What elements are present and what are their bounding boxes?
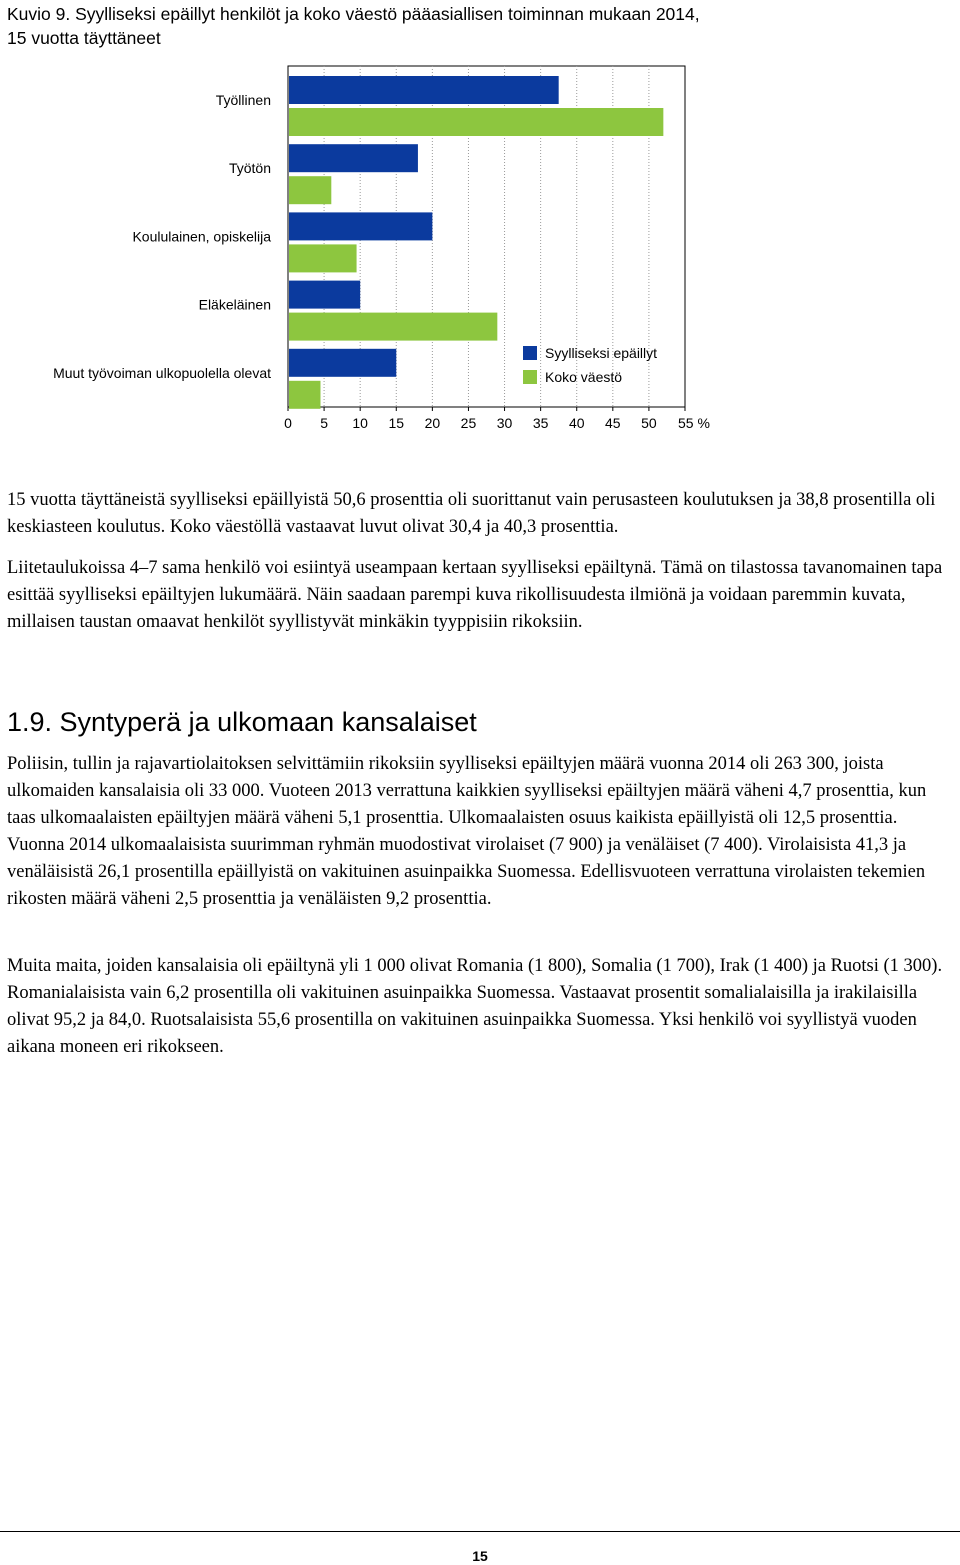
category-label: Koululainen, opiskelija <box>132 228 271 245</box>
bar <box>289 349 396 377</box>
bar-chart <box>0 60 720 450</box>
bar <box>289 313 497 341</box>
bar <box>289 244 357 272</box>
x-tick-label: 35 <box>532 415 549 431</box>
x-tick-label: 15 <box>388 415 405 431</box>
paragraph-appendix-tables: Liitetaulukoissa 4–7 sama henkilö voi esiintyä useampaan kertaan syylliseksi epäiltynä. Tämä on tilastossa tavanomainen tapa esittää syylliseksi epäiltyjen lukumäärä. Näin saadaan parempi kuva rikollisuudesta ilmiönä ja voidaan paremmin kuvata, millaisen taustan omaavat henkilöt syyllistyvät minkäkin tyyppisiin rikoksiin. <box>7 558 943 632</box>
category-label: Työtön <box>228 160 271 177</box>
legend-swatch <box>523 370 537 384</box>
bar <box>289 76 559 104</box>
page-number: 15 <box>472 1548 488 1564</box>
chart-canvas <box>0 60 720 450</box>
x-tick-label: 20 <box>424 415 441 431</box>
legend-label: Syylliseksi epäillyt <box>545 345 658 361</box>
x-tick-label: 25 <box>460 415 477 431</box>
x-tick-label: 55 % <box>678 415 710 431</box>
category-label: Työllinen <box>215 92 271 108</box>
category-label: Muut työvoiman ulkopuolella olevat <box>53 364 271 381</box>
x-tick-label: 50 <box>641 415 657 431</box>
paragraph-education: 15 vuotta täyttäneistä syylliseksi epäillyistä 50,6 prosenttia oli suorittanut vain perusasteen koulutuksen ja 38,8 prosentilla oli keskiasteen koulutus. Koko väestöllä vastaavat luvut olivat 30,4 ja 40,3 prosenttia. <box>7 490 936 537</box>
x-tick-label: 45 <box>605 415 621 431</box>
paragraph-foreign-nationals: Poliisin, tullin ja rajavartiolaitoksen selvittämiin rikoksiin syylliseksi epäiltyjen määrä vuonna 2014 oli 263 300, joista ulkomaiden kansalaisia oli 33 000. Vuoteen 2013 verrattuna kaikkien syylliseksi epäiltyjen määrä väheni 4,7 prosenttia, kun taas ulkomaalaisten epäiltyjen määrä väheni 5,1 prosenttia. Ulkomaalaisten osuus kaikista epäillyistä oli 12,5 prosenttia. Vuonna 2014 ulkomaalaisista suurimman ryhmän muodostivat virolaiset (7 900) ja venäläiset (7 400). Virolaisista 41,3 ja venäläisistä 26,1 prosentilla epäillyistä on vakituinen asuinpaikka Suomessa. Edellisvuoteen verrattuna virolaisten tekemien rikosten määrä väheni 2,5 prosenttia ja venäläisten 9,2 prosenttia. <box>7 754 927 909</box>
legend-swatch <box>523 346 537 360</box>
x-tick-label: 30 <box>496 415 513 431</box>
section-heading: 1.9. Syntyperä ja ulkomaan kansalaiset <box>7 707 477 737</box>
bar <box>289 212 432 240</box>
figure-title: Kuvio 9. Syylliseksi epäillyt henkilöt ja koko väestö pääasiallisen toiminnan mukaan 2014, 15 vuotta täyttäneet <box>7 4 700 48</box>
bar <box>289 281 360 309</box>
paragraph-other-countries: Muita maita, joiden kansalaisia oli epäiltynä yli 1 000 olivat Romania (1 800), Somalia (1 700), Irak (1 400) ja Ruotsi (1 300). Romanialaisista vain 6,2 prosentilla oli vakituinen asuinpaikka Suomessa. Vastaavat prosentit somalialaisilla ja irakilaisilla olivat 95,2 ja 84,0. Ruotsalaisista 55,6 prosentilla on vakituinen asuinpaikka Suomessa. Yksi henkilö voi syyllistyä vuoden aikana moneen eri rikokseen. <box>7 956 943 1057</box>
x-tick-label: 10 <box>352 415 368 431</box>
x-tick-label: 5 <box>320 415 328 431</box>
bar <box>289 381 320 409</box>
x-tick-label: 40 <box>568 415 585 431</box>
bar <box>289 144 418 172</box>
category-label: Eläkeläinen <box>198 296 271 313</box>
bar <box>289 108 663 136</box>
bar <box>289 176 331 204</box>
footer-divider <box>0 1531 960 1532</box>
legend-label: Koko väestö <box>545 369 623 385</box>
x-tick-label: 0 <box>284 415 292 431</box>
